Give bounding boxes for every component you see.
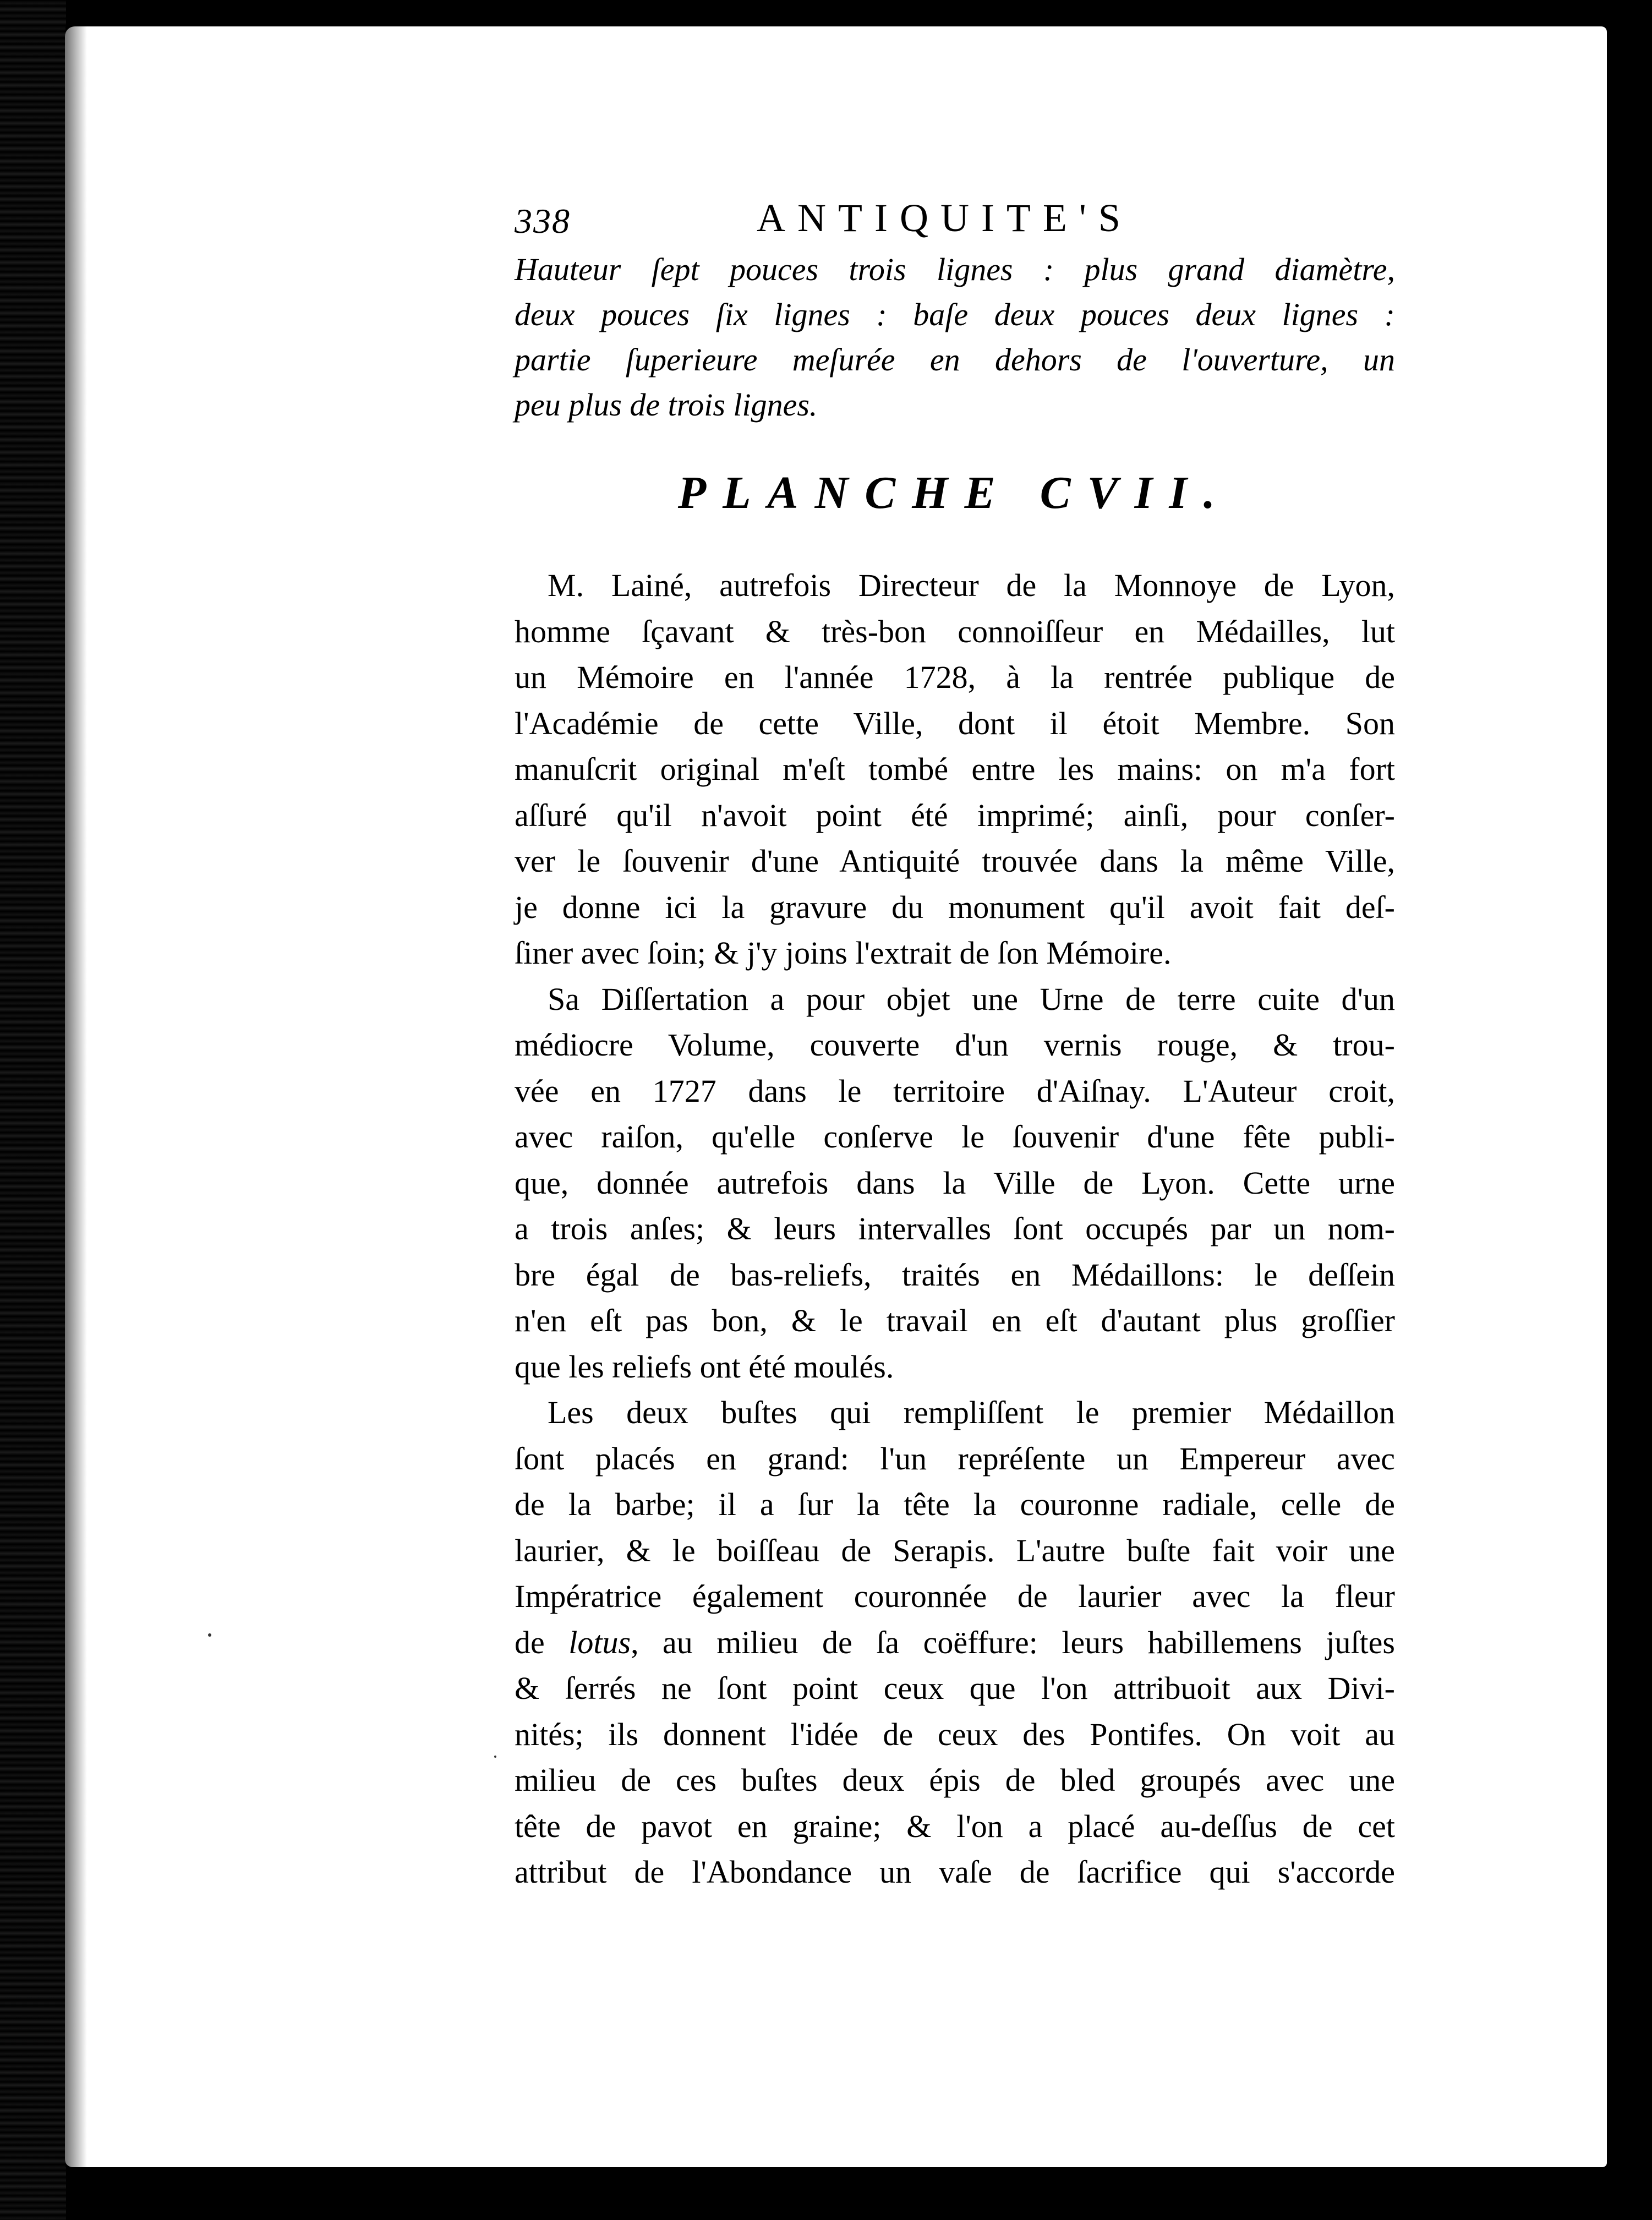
text-line: n'en eſt pas bon, & le travail en eſt d'autant plus groſſier [515, 1303, 1395, 1338]
text-line: & ſerrés ne ſont point ceux que l'on attribuoit aux Divi- [515, 1670, 1395, 1706]
paragraph-1 [515, 562, 1395, 976]
text-line: médiocre Volume, couverte d'un vernis rouge, & trou- [515, 1027, 1395, 1063]
text-line: milieu de ces buſtes deux épis de bled groupés avec une [515, 1762, 1395, 1798]
page-number: 338 [515, 201, 571, 240]
text-line: nités; ils donnent l'idée de ceux des Pontifes. On voit au [515, 1716, 1395, 1752]
text-line: manuſcrit original m'eſt tombé entre les mains: on m'a fort [515, 751, 1395, 787]
text-fragment: de [515, 1624, 569, 1660]
text-fragment: , au milieu de ſa coëffure: leurs habillemens juſtes [631, 1624, 1395, 1660]
text-line: homme ſçavant & très-bon connoiſſeur en Médailles, lut [515, 613, 1395, 649]
text-line: vée en 1727 dans le territoire d'Aiſnay. L'Auteur croit, [515, 1073, 1395, 1109]
scan-speck [208, 1633, 211, 1637]
plate-caption [515, 247, 1395, 428]
caption-line: Hauteur ſept pouces trois lignes : plus grand diamètre, [515, 251, 1395, 287]
text-line: je donne ici la gravure du monument qu'il avoit fait deſ- [515, 889, 1395, 925]
text-line-with-italic [515, 1620, 1395, 1666]
italic-word: lotus [568, 1624, 631, 1660]
plate-heading: PLANCHE CVII. [677, 467, 1232, 518]
page-gutter-shadow [65, 26, 87, 2167]
scan-binding-edge [0, 0, 66, 2220]
paragraph-3 [515, 1390, 1395, 1895]
text-line: Les deux buſtes qui rempliſſent le premier Médaillon [548, 1395, 1395, 1430]
paragraph-2 [515, 976, 1395, 1390]
text-line: ſiner avec ſoin; & j'y joins l'extrait de ſon Mémoire. [515, 935, 1172, 971]
text-line: Sa Diſſertation a pour objet une Urne de terre cuite d'un [548, 981, 1395, 1017]
text-line: tête de pavot en graine; & l'on a placé au-deſſus de cet [515, 1808, 1395, 1844]
caption-line: partie ſuperieure meſurée en dehors de l'ouverture, un [515, 342, 1395, 378]
text-line: Impératrice également couronnée de laurier avec la fleur [515, 1578, 1395, 1614]
text-line: l'Académie de cette Ville, dont il étoit Membre. Son [515, 705, 1395, 741]
text-line: a trois anſes; & leurs intervalles ſont occupés par un nom- [515, 1211, 1395, 1246]
text-line: ver le ſouvenir d'une Antiquité trouvée dans la même Ville, [515, 843, 1395, 879]
text-line: M. Lainé, autrefois Directeur de la Monnoye de Lyon, [548, 567, 1395, 603]
text-line: de la barbe; il a ſur la tête la couronne radiale, celle de [515, 1486, 1395, 1522]
text-line: un Mémoire en l'année 1728, à la rentrée publique de [515, 659, 1395, 695]
text-block [515, 195, 1395, 1895]
scan-speck [494, 1756, 496, 1758]
running-title: ANTIQUITE'S [757, 196, 1133, 240]
running-head [515, 195, 1395, 250]
caption-line: deux pouces ſix lignes : baſe deux pouces deux lignes : [515, 297, 1395, 332]
caption-line: peu plus de trois lignes. [515, 387, 818, 423]
text-line: que, donnée autrefois dans la Ville de Lyon. Cette urne [515, 1164, 1395, 1201]
text-line: laurier, & le boiſſeau de Serapis. L'autre buſte fait voir une [515, 1532, 1395, 1568]
text-line: que les reliefs ont été moulés. [515, 1348, 894, 1385]
text-line: attribut de l'Abondance un vaſe de ſacrifice qui s'accorde [515, 1854, 1395, 1890]
text-line: aſſuré qu'il n'avoit point été imprimé; ainſi, pour conſer- [515, 797, 1395, 833]
text-line: bre égal de bas-reliefs, traités en Médaillons: le deſſein [515, 1256, 1395, 1293]
text-line: ſont placés en grand: l'un repréſente un Empereur avec [515, 1440, 1395, 1477]
text-line: avec raiſon, qu'elle conſerve le ſouvenir d'une fête publi- [515, 1119, 1395, 1155]
